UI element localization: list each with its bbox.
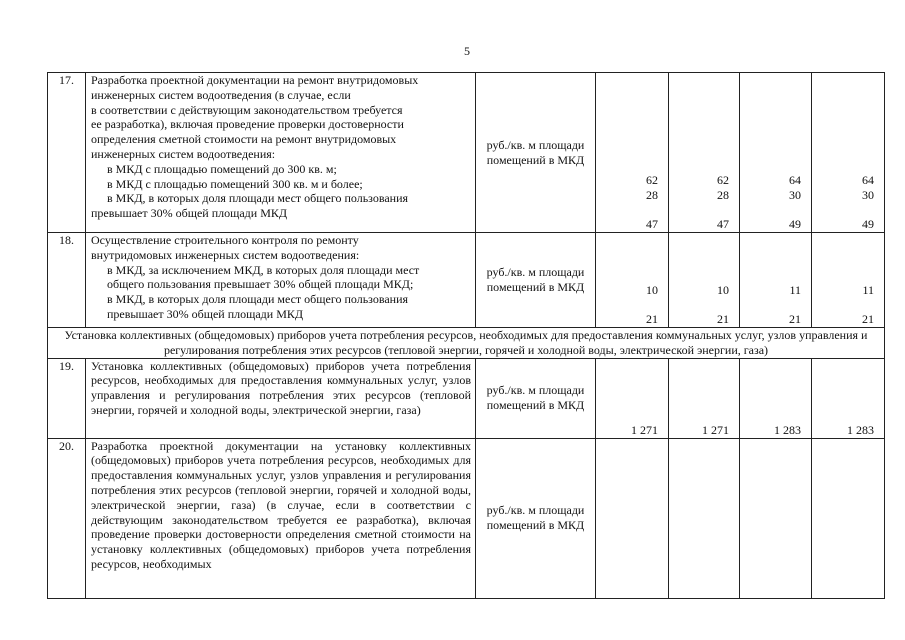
unit-cell: руб./кв. м площади помещений в МКД	[476, 73, 596, 233]
value-cell: 1 283	[740, 358, 812, 438]
row-description	[86, 233, 476, 328]
description-line: Осуществление строительного контроля по ремонту	[91, 233, 359, 247]
value-cell: 10 21	[596, 233, 669, 328]
value-cell	[812, 438, 885, 598]
row-number: 20.	[48, 438, 86, 598]
value-cell	[596, 438, 669, 598]
value-cell: 1 271	[669, 358, 740, 438]
value-cell: 10 21	[669, 233, 740, 328]
sub-item: в МКД, за исключением МКД, в которых доля площади мест	[107, 262, 420, 277]
sub-item: в МКД с площадью помещений 300 кв. м и более;	[107, 176, 363, 191]
unit-cell: руб./кв. м площади помещений в МКД	[476, 233, 596, 328]
description-line: Разработка проектной документации на ремонт внутридомовых	[91, 73, 419, 87]
section-header: Установка коллективных (общедомовых) приборов учета потребления ресурсов, необходимых для предоставления коммунальных услуг, узлов управления и регулирования потребления этих ресурсов (тепловой энергии, горячей и холодной воды, электрической энергии, газа)	[48, 328, 885, 359]
sub-item: в МКД с площадью помещений до 300 кв. м;	[107, 161, 337, 176]
row-number: 19.	[48, 358, 86, 438]
sub-item-continuation: превышает 30% общей площади МКД	[91, 206, 288, 221]
row-description: Установка коллективных (общедомовых) приборов учета потребления ресурсов, необходимых для предоставления коммунальных услуг, узлов управления и регулирования потребления этих ресурсов (тепловой энергии, горячей и холодной воды, электрической энергии, газа)	[86, 358, 476, 438]
description-line: инженерных систем водоотведения (в случае, если	[91, 87, 351, 102]
tariff-table	[47, 72, 885, 599]
description-line: в соответствии с действующим законодательством требуется	[91, 102, 403, 117]
sub-item: в МКД, в которых доля площади мест общего пользования	[107, 191, 409, 206]
row-description	[86, 73, 476, 233]
table-row-20	[48, 438, 885, 598]
value-cell: 1 283	[812, 358, 885, 438]
unit-cell: руб./кв. м площади помещений в МКД	[476, 358, 596, 438]
value-cell: 11 21	[740, 233, 812, 328]
table-row-18	[48, 233, 885, 328]
value-cell: 1 271	[596, 358, 669, 438]
sub-item: превышает 30% общей площади МКД	[107, 306, 304, 321]
row-number: 17.	[48, 73, 86, 233]
sub-item: в МКД, в которых доля площади мест общего пользования	[107, 292, 409, 307]
row-description: Разработка проектной документации на установку коллективных (общедомовых) приборов учета потребления ресурсов, необходимых для предоставления коммунальных услуг, узлов управления и регулирования потребления этих ресурсов (тепловой энергии, горячей и холодной воды, электрической энергии, газа) (в случае, если в соответствии с действующим законодательством требуется ее разработка), включая проведение проверки достоверности определения сметной стоимости на установку коллективных (общедомовых) приборов учета потребления ресурсов, необходимых	[86, 438, 476, 598]
value-cell: 64 30 49	[740, 73, 812, 233]
value-cell: 11 21	[812, 233, 885, 328]
value-cell	[740, 438, 812, 598]
sub-item: общего пользования превышает 30% общей площади МКД;	[107, 277, 414, 292]
description-line: ее разработка), включая проведение проверки достоверности	[91, 117, 404, 132]
value-cell: 62 28 47	[596, 73, 669, 233]
value-cell: 64 30 49	[812, 73, 885, 233]
row-number: 18.	[48, 233, 86, 328]
description-line: внутридомовых инженерных систем водоотведения:	[91, 247, 360, 262]
value-cell	[669, 438, 740, 598]
section-header-row	[48, 328, 885, 359]
unit-cell: руб./кв. м площади помещений в МКД	[476, 438, 596, 598]
description-line: определения сметной стоимости на ремонт внутридомовых	[91, 132, 397, 147]
page-number: 5	[464, 44, 470, 58]
description-line: инженерных систем водоотведения:	[91, 146, 276, 161]
table-row-19	[48, 358, 885, 438]
table-row-17	[48, 73, 885, 233]
value-cell: 62 28 47	[669, 73, 740, 233]
